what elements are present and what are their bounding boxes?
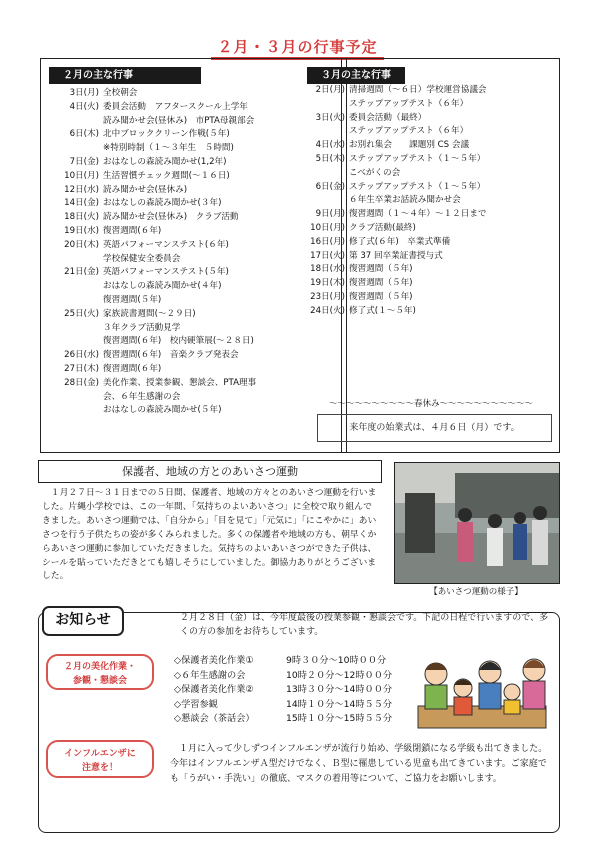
event-row (47, 156, 337, 170)
event-text: 復習週間(５年) (103, 294, 162, 305)
event-date: 3日(火) (315, 112, 345, 123)
event-date: 18日(火) (64, 212, 99, 223)
event-row (47, 239, 337, 253)
event-row (303, 112, 553, 126)
event-text: 復習週間(６年) 音楽クラブ発表会 (103, 350, 239, 361)
schedule-row (174, 669, 392, 684)
event-date (47, 253, 99, 267)
event-date (47, 322, 99, 336)
event-date (47, 280, 99, 294)
event-row (303, 263, 553, 277)
schedule-item: ◇懇談会（茶話会） (174, 713, 255, 724)
cleanup-badge-line1: ２月の美化作業・ (63, 662, 136, 672)
event-text: 修了式(１～５年) (349, 305, 416, 316)
event-date: 23日(月) (310, 291, 345, 302)
event-row (47, 280, 337, 294)
cleanup-badge-line2: 参観・懇談会 (72, 676, 127, 686)
event-row (47, 363, 337, 377)
event-row (47, 87, 337, 101)
event-text: 復習週間(６年) (103, 363, 162, 374)
event-date: 4日(水) (315, 140, 345, 151)
event-row (303, 250, 553, 264)
schedule-time: 10時２０分～12時００分 (286, 669, 393, 681)
schedule-row (174, 683, 392, 698)
event-text: ステップアップテスト（１～５年） (349, 153, 486, 164)
event-date (303, 194, 345, 208)
event-text: 会、６年生感謝の会 (103, 391, 181, 402)
flu-notice: １月に入って少しずつインフルエンザが流行り始め、学級閉鎖になる学級も出てきました。今年はインフルエンザＡ型だけでなく、Ｂ型に罹患している児童も出てきています。ご家庭でも「うがい・手洗い」の徹底、マスクの着用等について、ご協力をお願いします。 (170, 744, 548, 784)
event-text: 復習週間（５年) (349, 291, 413, 302)
schedule-time: 14時１０分～14時５５分 (286, 698, 393, 710)
family-illustration (408, 648, 556, 730)
mar-event-list (303, 84, 553, 319)
event-row (303, 305, 553, 319)
event-date (47, 115, 99, 129)
event-date: 16日(月) (310, 236, 345, 247)
event-date (47, 404, 99, 418)
event-text: 家族読書週間(～２９日) (103, 308, 196, 319)
event-text: 復習週間(６年) (103, 225, 162, 236)
event-text: ステップアップテスト（１～５年） (349, 181, 486, 192)
event-row (303, 236, 553, 250)
event-text: おはなしの森読み聞かせ(３年) (103, 198, 222, 209)
event-row (47, 322, 337, 336)
flu-badge-line2: 注意を！ (81, 763, 118, 773)
event-date: 6日(金) (315, 181, 345, 192)
event-date (303, 98, 345, 112)
event-row (47, 197, 337, 211)
event-date: 28日(金) (64, 377, 99, 388)
event-text: 全校朝会 (103, 88, 138, 98)
event-text: 英語パフォーマンステスト(５年) (103, 267, 229, 278)
event-date (47, 391, 99, 405)
event-row (47, 142, 337, 156)
event-text: 復習週間（５年) (349, 264, 413, 275)
event-text: おはなしの森読み聞かせ(1,2年) (103, 156, 227, 167)
event-text: 美化作業、授業参観、懇談会、PTA理事 (103, 377, 257, 388)
greeting-photo (394, 462, 560, 584)
event-text: 読み聞かせ会(昼休み) クラブ活動 (103, 212, 239, 223)
event-text: 生活習慣チェック週間(～１６日) (103, 170, 230, 181)
schedule-item: ◇学習参観 (174, 698, 218, 710)
event-text: 復習週間(６年) 校内硬筆展(～２８日) (103, 336, 254, 347)
event-date: 25日(火) (64, 308, 99, 319)
event-row (303, 84, 553, 98)
event-row (47, 170, 337, 184)
event-text: 委員会活動（最終） (349, 112, 427, 123)
event-text: 清掃週間（～６日）学校運営協議会 (349, 85, 487, 95)
schedule-time: 9時３０分～10時００分 (286, 655, 387, 666)
event-text: 学校保健安全委員会 (103, 253, 181, 264)
event-row (47, 115, 337, 129)
flu-badge-line1: インフルエンザに (64, 749, 136, 759)
event-row (303, 291, 553, 305)
event-row (303, 153, 553, 167)
event-text: ステップアップテスト（６年） (349, 98, 469, 109)
event-text: お別れ集会 課題別 CS 会議 (349, 140, 470, 151)
event-date: 19日(木) (310, 278, 345, 289)
event-row (47, 128, 337, 142)
cleanup-badge (46, 654, 154, 690)
event-date (47, 294, 99, 308)
event-date: 6日(木) (69, 129, 99, 140)
flu-badge (46, 740, 154, 778)
event-row (303, 277, 553, 291)
event-date: 9日(月) (315, 209, 345, 220)
event-text: ステップアップテスト（６年） (349, 126, 469, 137)
event-row (303, 98, 553, 112)
event-date: 24日(火) (310, 305, 345, 316)
event-row (303, 181, 553, 195)
page-title: ２月・３月の行事予定 (0, 36, 595, 57)
event-text: ６年生卒業お話読み聞かせ会 (349, 195, 461, 206)
schedule-list (174, 654, 392, 727)
notice-intro: ２月２８日（金）は、今年度最後の授業参観・懇談会です。下記の日程で行いますので、多くの方の参加をお待ちしています。 (180, 613, 549, 637)
event-date: 19日(水) (64, 225, 99, 236)
event-text: 読み聞かせ会(昼休み) (103, 184, 188, 195)
schedule-time: 13時３０分～14時００分 (286, 684, 393, 695)
event-date: 7日(金) (69, 156, 99, 167)
event-text: 修了式(６年) 卒業式準備 (349, 236, 451, 247)
event-row (303, 167, 553, 181)
event-row (47, 308, 337, 322)
event-date: 18日(水) (310, 264, 345, 275)
event-text: 英語パフォーマンステスト(６年) (103, 239, 229, 250)
schedule-row (174, 698, 392, 713)
event-row (303, 208, 553, 222)
event-date: 12日(水) (64, 184, 99, 195)
event-text: ※特別時制（１～３年生 ５時間) (103, 143, 234, 154)
event-date: 5日(木) (315, 153, 345, 164)
event-text: 復習週間（１～４年）～１２日まで (349, 209, 487, 220)
event-date (47, 142, 99, 156)
event-row (47, 184, 337, 198)
event-row (303, 139, 553, 153)
event-date: 17日(火) (310, 250, 345, 261)
event-date: 3日(月) (69, 88, 99, 98)
photo-caption: 【あいさつ運動の様子】 (429, 587, 523, 597)
feb-heading: ２月の主な行事 (49, 67, 201, 84)
events-calendar (40, 58, 560, 453)
schedule-item: ◇保護者美化作業② (174, 684, 254, 695)
schedule-row (174, 654, 392, 669)
schedule-item: ◇６年生感謝の会 (174, 669, 246, 681)
event-text: クラブ活動(最終) (349, 222, 416, 233)
event-row (47, 335, 337, 349)
event-date: 21日(金) (64, 267, 99, 278)
schedule-row (174, 712, 392, 727)
event-row (47, 225, 337, 239)
event-row (47, 404, 337, 418)
event-row (47, 101, 337, 115)
event-date (47, 335, 99, 349)
event-text: ３年クラブ活動見学 (103, 322, 181, 333)
event-text: 委員会活動 アフタースクール上学年 (103, 101, 248, 112)
event-date (303, 167, 345, 181)
event-row (303, 125, 553, 139)
event-row (303, 194, 553, 208)
event-date: 27日(木) (64, 363, 99, 374)
opening-ceremony-note: 来年度の始業式は、４月６日（月）です。 (317, 414, 552, 442)
event-row (47, 377, 337, 391)
event-text: 復習週間（５年) (349, 278, 413, 289)
event-date (303, 125, 345, 139)
schedule-item: ◇保護者美化作業① (174, 655, 254, 666)
event-text: こべがくの会 (349, 167, 401, 178)
event-row (47, 266, 337, 280)
event-row (47, 349, 337, 363)
event-text: おはなしの森読み聞かせ(４年) (103, 281, 222, 292)
event-row (47, 253, 337, 267)
schedule-time: 15時１０分～15時５５分 (286, 713, 393, 724)
event-date: 2日(月) (315, 85, 345, 95)
event-row (47, 211, 337, 225)
event-date: 10日(月) (64, 170, 99, 181)
event-date: 14日(金) (64, 198, 99, 209)
event-text: 読み聞かせ会(昼休み) 市PTA母親部会 (103, 115, 255, 126)
event-text: おはなしの森読み聞かせ(５年) (103, 405, 222, 416)
event-date: 26日(水) (64, 350, 99, 361)
feb-event-list (47, 87, 337, 418)
spring-break: ～～～～～～～～～～春休み～～～～～～～～～～～ (328, 399, 533, 409)
greeting-paragraph: １月２７日～３１日までの５日間、保護者、地域の方々とのあいさつ運動を行いました。片縄小学校では、この一年間、「気持ちのよいあいさつ」に全校で取り組んできました。あいさつ運動では、「自分から」「目を見て」「元気に」「にこやかに」あいさつを行う子供たちの姿が多くみられました。多くの保護者や地域の方も、朝早くからあいさつ運動に参加していただきました。気持ちのよいあいさつができた子供は、シールを貼っていただきとても嬉しそうにしていました。御協力ありがとうございました。 (42, 488, 377, 582)
event-row (47, 294, 337, 308)
event-date: 20日(木) (64, 239, 99, 250)
event-date: 10日(月) (310, 222, 345, 233)
greeting-heading: 保護者、地域の方とのあいさつ運動 (38, 460, 382, 483)
notice-tab: お知らせ (42, 606, 124, 636)
event-date: 4日(火) (69, 101, 99, 112)
event-row (303, 222, 553, 236)
mar-heading: ３月の主な行事 (307, 67, 405, 84)
event-text: 北中ブロッククリーン作戦(５年) (103, 129, 230, 140)
event-text: 第 37 回卒業証書授与式 (349, 250, 443, 261)
event-row (47, 391, 337, 405)
